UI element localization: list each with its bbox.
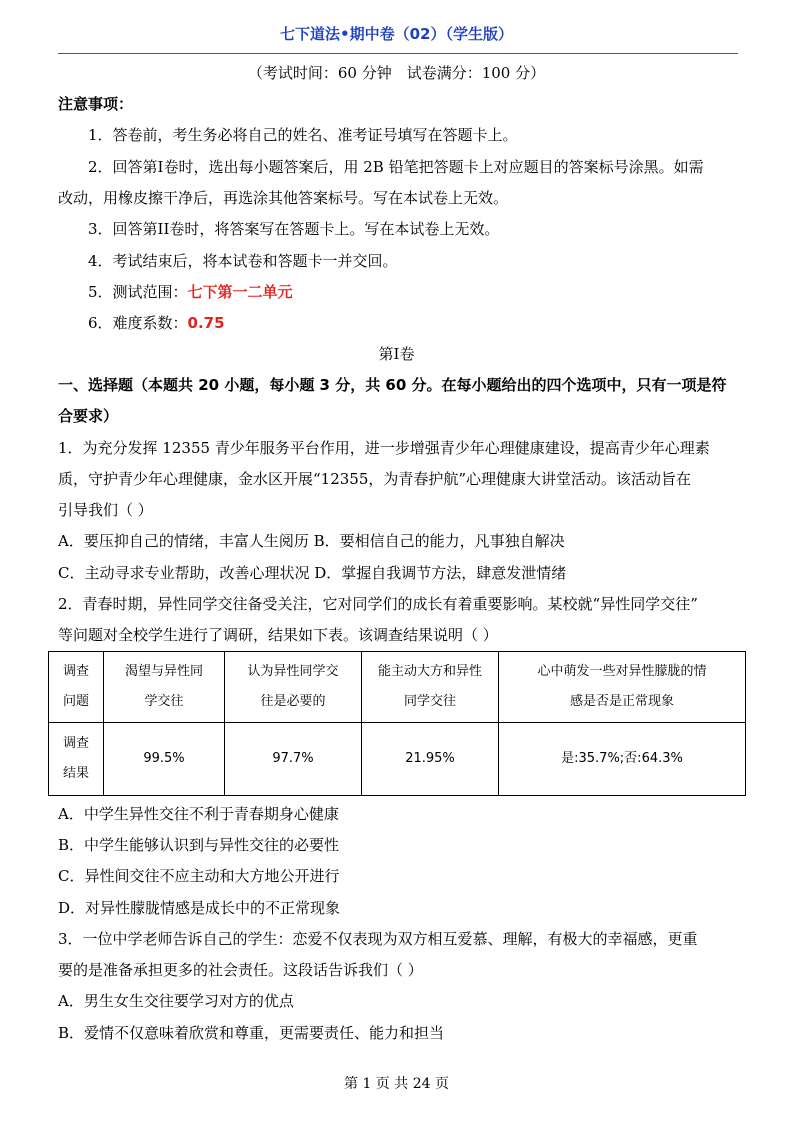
q2-stem-line-2: 等问题对全校学生进行了调研，结果如下表。该调查结果说明（ ） (58, 626, 498, 644)
col-header-2: 认为异性同学交 往是必要的 (225, 652, 362, 723)
q1-options-ab: A．要压抑自己的情绪，丰富人生阅历 B．要相信自己的能力，凡事独自解决 (58, 532, 565, 550)
page-header-title: 七下道法•期中卷（02）（学生版） (280, 25, 513, 43)
q1-options-cd: C．主动寻求专业帮助，改善心理状况 D．掌握自我调节方法，肆意发泄情绪 (58, 564, 567, 582)
q2-stem-line-1: 2．青春时期，异性同学交往备受关注，它对同学们的成长有着重要影响。某校就“异性同学交往” (58, 595, 698, 613)
q2-option-a: A．中学生异性交往不利于青春期身心健康 (58, 805, 339, 823)
q1-stem-line-2: 质，守护青少年心理健康，金水区开展“12355，为青春护航”心理健康大讲堂活动。该活动旨在 (58, 470, 692, 488)
section-heading-cont: 合要求） (58, 407, 119, 425)
q1-stem-line-3: 引导我们（ ） (58, 501, 153, 519)
notice-item-1: 1．答卷前，考生务必将自己的姓名、准考证号填写在答题卡上。 (88, 126, 518, 144)
q3-option-a: A．男生女生交往要学习对方的优点 (58, 992, 294, 1010)
scope-label: 5．测试范围： (88, 283, 188, 301)
result-cell-2: 97.7% (225, 723, 362, 796)
notice-item-2: 2．回答第I卷时，选出每小题答案后，用 2B 铅笔把答题卡上对应题目的答案标号涂黑。如需 (88, 158, 704, 176)
col-header-4: 心中萌发一些对异性朦胧的情 感是否是正常现象 (499, 652, 746, 723)
q1-stem-line-1: 1．为充分发挥 12355 青少年服务平台作用，进一步增强青少年心理健康建设，提高青少年心理素 (58, 439, 710, 457)
scope-value: 七下第一二单元 (187, 283, 293, 301)
page-footer: 第 1 页 共 24 页 (344, 1076, 449, 1092)
notice-heading: 注意事项： (58, 95, 134, 113)
survey-header-row (49, 652, 746, 723)
survey-result-row (49, 723, 746, 796)
exam-info: （考试时间：60 分钟 试卷满分：100 分） (247, 64, 546, 82)
q3-stem-line-2: 要的是准备承担更多的社会责任。这段话告诉我们（ ） (58, 961, 423, 979)
notice-item-2-cont: 改动，用橡皮擦干净后，再选涂其他答案标号。写在本试卷上无效。 (58, 189, 509, 207)
q2-option-d: D．对异性朦胧情感是成长中的不正常现象 (58, 899, 341, 917)
col-header-1: 渴望与异性同 学交往 (104, 652, 225, 723)
result-cell-3: 21.95% (362, 723, 499, 796)
difficulty-label: 6．难度系数： (88, 314, 188, 332)
section-heading: 一、选择题（本题共 20 小题，每小题 3 分，共 60 分。在每小题给出的四个选项中，只有一项是符 (58, 376, 727, 394)
notice-item-5 (88, 283, 293, 301)
result-cell-4: 是:35.7%;否:64.3% (499, 723, 746, 796)
difficulty-value: 0.75 (187, 314, 225, 332)
q2-option-c: C．异性间交往不应主动和大方地公开进行 (58, 867, 340, 885)
col-header-3: 能主动大方和异性 同学交往 (362, 652, 499, 723)
row-head-result: 调查 结果 (49, 723, 104, 796)
notice-item-6 (88, 314, 225, 332)
survey-table (48, 651, 746, 796)
row-head-question: 调查 问题 (49, 652, 104, 723)
notice-item-3: 3．回答第II卷时，将答案写在答题卡上。写在本试卷上无效。 (88, 220, 500, 238)
result-cell-1: 99.5% (104, 723, 225, 796)
q3-option-b: B．爱情不仅意味着欣赏和尊重，更需要责任、能力和担当 (58, 1024, 445, 1042)
header-divider (58, 53, 738, 54)
volume-title: 第I卷 (378, 345, 415, 363)
notice-item-4: 4．考试结束后，将本试卷和答题卡一并交回。 (88, 252, 398, 270)
q2-option-b: B．中学生能够认识到与异性交往的必要性 (58, 836, 340, 854)
q3-stem-line-1: 3．一位中学老师告诉自己的学生：恋爱不仅表现为双方相互爱慕、理解，有极大的幸福感，更重 (58, 930, 698, 948)
